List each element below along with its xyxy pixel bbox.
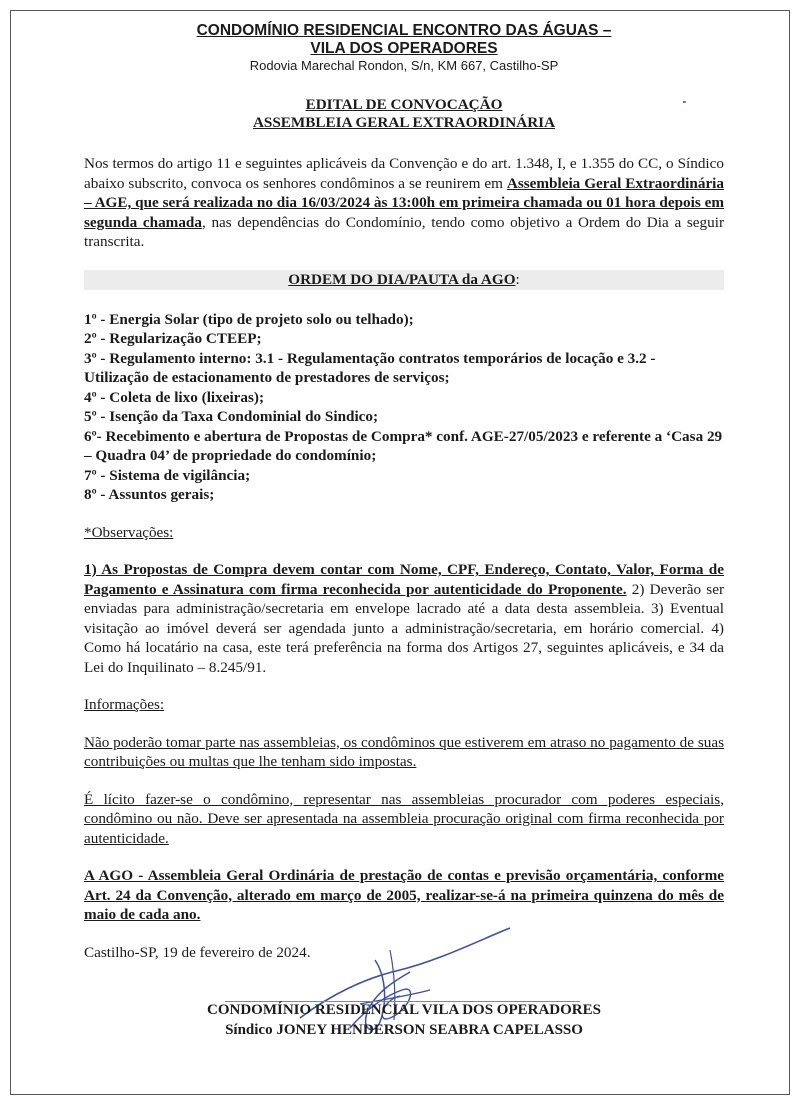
observacoes-bold: 1) As Propostas de Compra devem contar com Nome, CPF, Endereço, Contato, Valor, Forma de Pagamento e Assinatura com firma reconhecida por autenticidade do Proponente. xyxy=(84,561,724,598)
informacoes-paragraph-1: Não poderão tomar parte nas assembleias, os condôminos que estiverem em atraso no pagamento de suas contribuições ou multas que lhe tenham sido impostas. xyxy=(84,733,724,770)
edital-title-line1: EDITAL DE CONVOCAÇÃO xyxy=(305,96,503,113)
ago-note: A AGO - Assembleia Geral Ordinária de prestação de contas e previsão orçamentária, conforme Art. 24 da Convenção, alterado em março de 2005, realizar-se-á na primeira quinzena do mês de maio de cada ano. xyxy=(84,867,724,923)
observacoes-label: *Observações: xyxy=(84,523,174,541)
agenda-heading: ORDEM DO DIA/PAUTA da AGO xyxy=(288,270,516,288)
signature-block xyxy=(84,1000,724,1040)
intro-paragraph xyxy=(84,154,724,252)
agenda-item: 8º - Assuntos gerais; xyxy=(84,486,215,503)
signature-condominium: CONDOMÍNIO RESIDENCIAL VILA DOS OPERADORES xyxy=(207,1002,601,1018)
intro-text-2: , nas dependências do Condomínio, tendo como objetivo a Ordem do Dia a seguir transcrita. xyxy=(84,213,724,250)
agenda-item: 4º - Coleta de lixo (lixeiras); xyxy=(84,388,265,406)
agenda-item: 2º - Regularização CTEEP; xyxy=(84,330,262,347)
agenda-heading-band xyxy=(84,270,724,290)
intro-highlight: Assembleia Geral Extraordinária – AGE, que será realizada no dia 16/03/2024 às 13:00h em primeira chamada ou 01 hora depois em segunda chamada xyxy=(84,174,724,231)
edital-title-line2: ASSEMBLEIA GERAL EXTRAORDINÁRIA xyxy=(252,114,556,131)
document-page xyxy=(84,22,724,962)
observacoes-paragraph xyxy=(84,560,724,677)
condominium-title-line2: VILA DOS OPERADORES xyxy=(310,40,498,57)
agenda-list xyxy=(84,310,724,505)
signature-sindico: Síndico JONEY HENDERSON SEABRA CAPELASSO xyxy=(225,1022,583,1038)
condominium-title-line1: CONDOMÍNIO RESIDENCIAL ENCONTRO DAS ÁGUAS – xyxy=(196,22,612,39)
agenda-item: 5º - Isenção da Taxa Condominial do Sindico; xyxy=(84,408,379,425)
document-header xyxy=(84,22,724,74)
informacoes-label: Informações: xyxy=(84,696,165,713)
edital-title xyxy=(84,96,724,132)
agenda-item: 7º - Sistema de vigilância; xyxy=(84,466,251,484)
informacoes-paragraph-2: É lícito fazer-se o condômino, representar nas assembleias procurador com poderes especiais, condômino ou não. Deve ser apresentada na assembleia procuração original com firma reconhecida por autenticidade. xyxy=(84,790,724,847)
condominium-address: Rodovia Marechal Rondon, S/n, KM 667, Castilho-SP xyxy=(249,58,559,73)
intro-text-1: Nos termos do artigo 11 e seguintes aplicáveis da Convenção e do art. 1.348, I, e 1.355 do CC, o Síndico abaixo subscrito, convoca os senhores condôminos a se reunirem em xyxy=(84,155,724,192)
agenda-item: 6º- Recebimento e abertura de Propostas de Compra* conf. AGE-27/05/2023 e referente a ‘Casa 29 – Quadra 04’ de propriedade do condomínio; xyxy=(84,427,723,464)
date-line: Castilho-SP, 19 de fevereiro de 2024. xyxy=(84,943,311,961)
agenda-item: 1º - Energia Solar (tipo de projeto solo ou telhado); xyxy=(84,310,414,328)
observacoes-rest: 2) Deverão ser enviadas para administração/secretaria em envelope lacrado até a data desta assembleia. 3) Eventual visitação ao imóvel deverá ser agendada junto a administração/secretaria, em horário comercial. 4) Como há locatário na casa, este terá preferência na forma dos Artigos 27, seguintes aplicáveis, e 34 da Lei do Inquilinato – 8.245/91. xyxy=(84,580,725,676)
agenda-heading-colon: : xyxy=(515,270,520,288)
agenda-item: 3º - Regulamento interno: 3.1 - Regulamentação contratos temporários de locação e 3.2 - Utilização de estacionamento de prestadores de serviços; xyxy=(84,349,656,386)
